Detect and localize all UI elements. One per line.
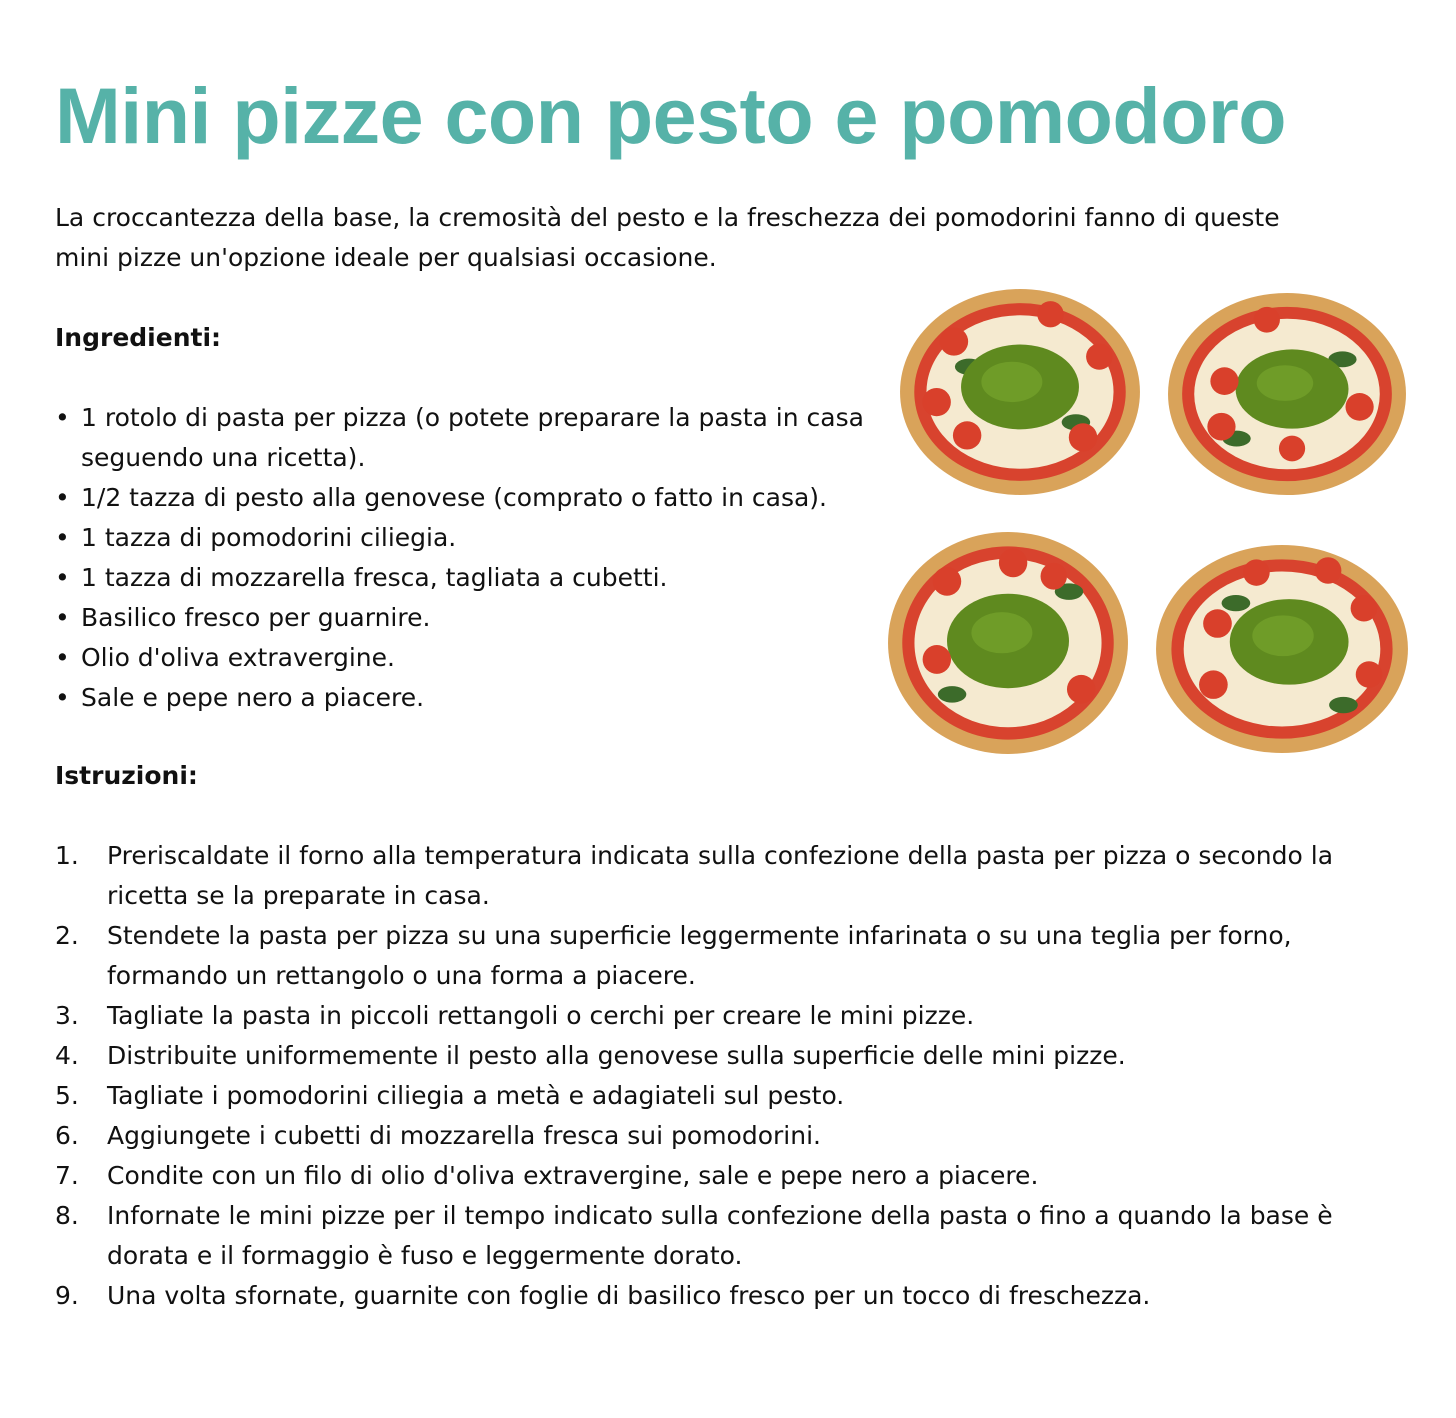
instruction-step <box>55 836 1355 916</box>
ingredient-text: 1/2 tazza di pesto alla genovese (comprato o fatto in casa). <box>81 483 828 512</box>
instruction-step <box>55 1196 1355 1276</box>
ingredient-item <box>55 478 915 518</box>
bullet-icon: • <box>55 563 70 592</box>
bullet-icon: • <box>55 683 70 712</box>
ingredient-text: Basilico fresco per guarnire. <box>81 603 431 632</box>
ingredients-heading: Ingredienti: <box>55 323 222 352</box>
instruction-step <box>55 1116 1355 1156</box>
instruction-step <box>55 996 1355 1036</box>
step-number: 2. <box>55 921 79 950</box>
step-text: Condite con un filo di olio d'oliva extravergine, sale e pepe nero a piacere. <box>107 1161 1039 1190</box>
bullet-icon: • <box>55 603 70 632</box>
instruction-step <box>55 1076 1355 1116</box>
step-number: 6. <box>55 1121 79 1150</box>
ingredient-item <box>55 518 915 558</box>
step-text: Infornate le mini pizze per il tempo indicato sulla confezione della pasta o fino a quando la base è dorata e il formaggio è fuso e leggermente dorato. <box>107 1201 1333 1270</box>
instruction-step <box>55 1156 1355 1196</box>
ingredient-item <box>55 598 915 638</box>
ingredient-text: 1 rotolo di pasta per pizza (o potete preparare la pasta in casa seguendo una ricetta). <box>81 403 864 472</box>
step-number: 8. <box>55 1201 79 1230</box>
pizza-illustration <box>888 532 1128 754</box>
bullet-icon: • <box>55 643 70 672</box>
instruction-step <box>55 916 1355 996</box>
ingredient-item <box>55 638 915 678</box>
step-text: Una volta sfornate, guarnite con foglie di basilico fresco per un tocco di freschezza. <box>107 1281 1151 1310</box>
bullet-icon: • <box>55 403 70 432</box>
ingredient-text: 1 tazza di mozzarella fresca, tagliata a cubetti. <box>81 563 668 592</box>
ingredient-item <box>55 678 915 718</box>
pizza-image <box>886 530 1130 756</box>
page-title: Mini pizze con pesto e pomodoro <box>55 71 1286 160</box>
ingredient-text: Olio d'oliva extravergine. <box>81 643 395 672</box>
ingredients-list <box>55 398 915 718</box>
instruction-step <box>55 1276 1355 1316</box>
step-number: 1. <box>55 841 79 870</box>
pizza-illustration <box>900 289 1140 495</box>
step-number: 5. <box>55 1081 79 1110</box>
step-number: 9. <box>55 1281 79 1310</box>
step-text: Stendete la pasta per pizza su una superficie leggermente infarinata o su una teglia per forno, formando un rettangolo o una forma a piacere. <box>107 921 1292 990</box>
ingredient-item <box>55 398 915 478</box>
instruction-step <box>55 1036 1355 1076</box>
intro-paragraph: La croccantezza della base, la cremosità del pesto e la freschezza dei pomodorini fanno di queste mini pizze un'opzione ideale per qualsiasi occasione. <box>55 203 1280 272</box>
step-text: Tagliate i pomodorini ciliegia a metà e adagiateli sul pesto. <box>107 1081 845 1110</box>
ingredient-text: 1 tazza di pomodorini ciliegia. <box>81 523 457 552</box>
ingredient-text: Sale e pepe nero a piacere. <box>81 683 425 712</box>
step-text: Distribuite uniformemente il pesto alla genovese sulla superficie delle mini pizze. <box>107 1041 1126 1070</box>
step-text: Preriscaldate il forno alla temperatura indicata sulla confezione della pasta per pizza o secondo la ricetta se la preparate in casa. <box>107 841 1334 910</box>
step-number: 3. <box>55 1001 79 1030</box>
pizza-illustration <box>1156 545 1408 753</box>
instructions-heading: Istruzioni: <box>55 761 198 790</box>
step-number: 7. <box>55 1161 79 1190</box>
pizza-illustration <box>1168 293 1406 495</box>
step-text: Aggiungete i cubetti di mozzarella fresca sui pomodorini. <box>107 1121 821 1150</box>
step-text: Tagliate la pasta in piccoli rettangoli o cerchi per creare le mini pizze. <box>107 1001 975 1030</box>
pizza-image <box>898 286 1142 498</box>
pizza-image <box>1166 290 1408 498</box>
ingredient-item <box>55 558 915 598</box>
step-number: 4. <box>55 1041 79 1070</box>
bullet-icon: • <box>55 483 70 512</box>
pizza-image <box>1154 542 1410 756</box>
bullet-icon: • <box>55 523 70 552</box>
instructions-list <box>55 836 1355 1316</box>
